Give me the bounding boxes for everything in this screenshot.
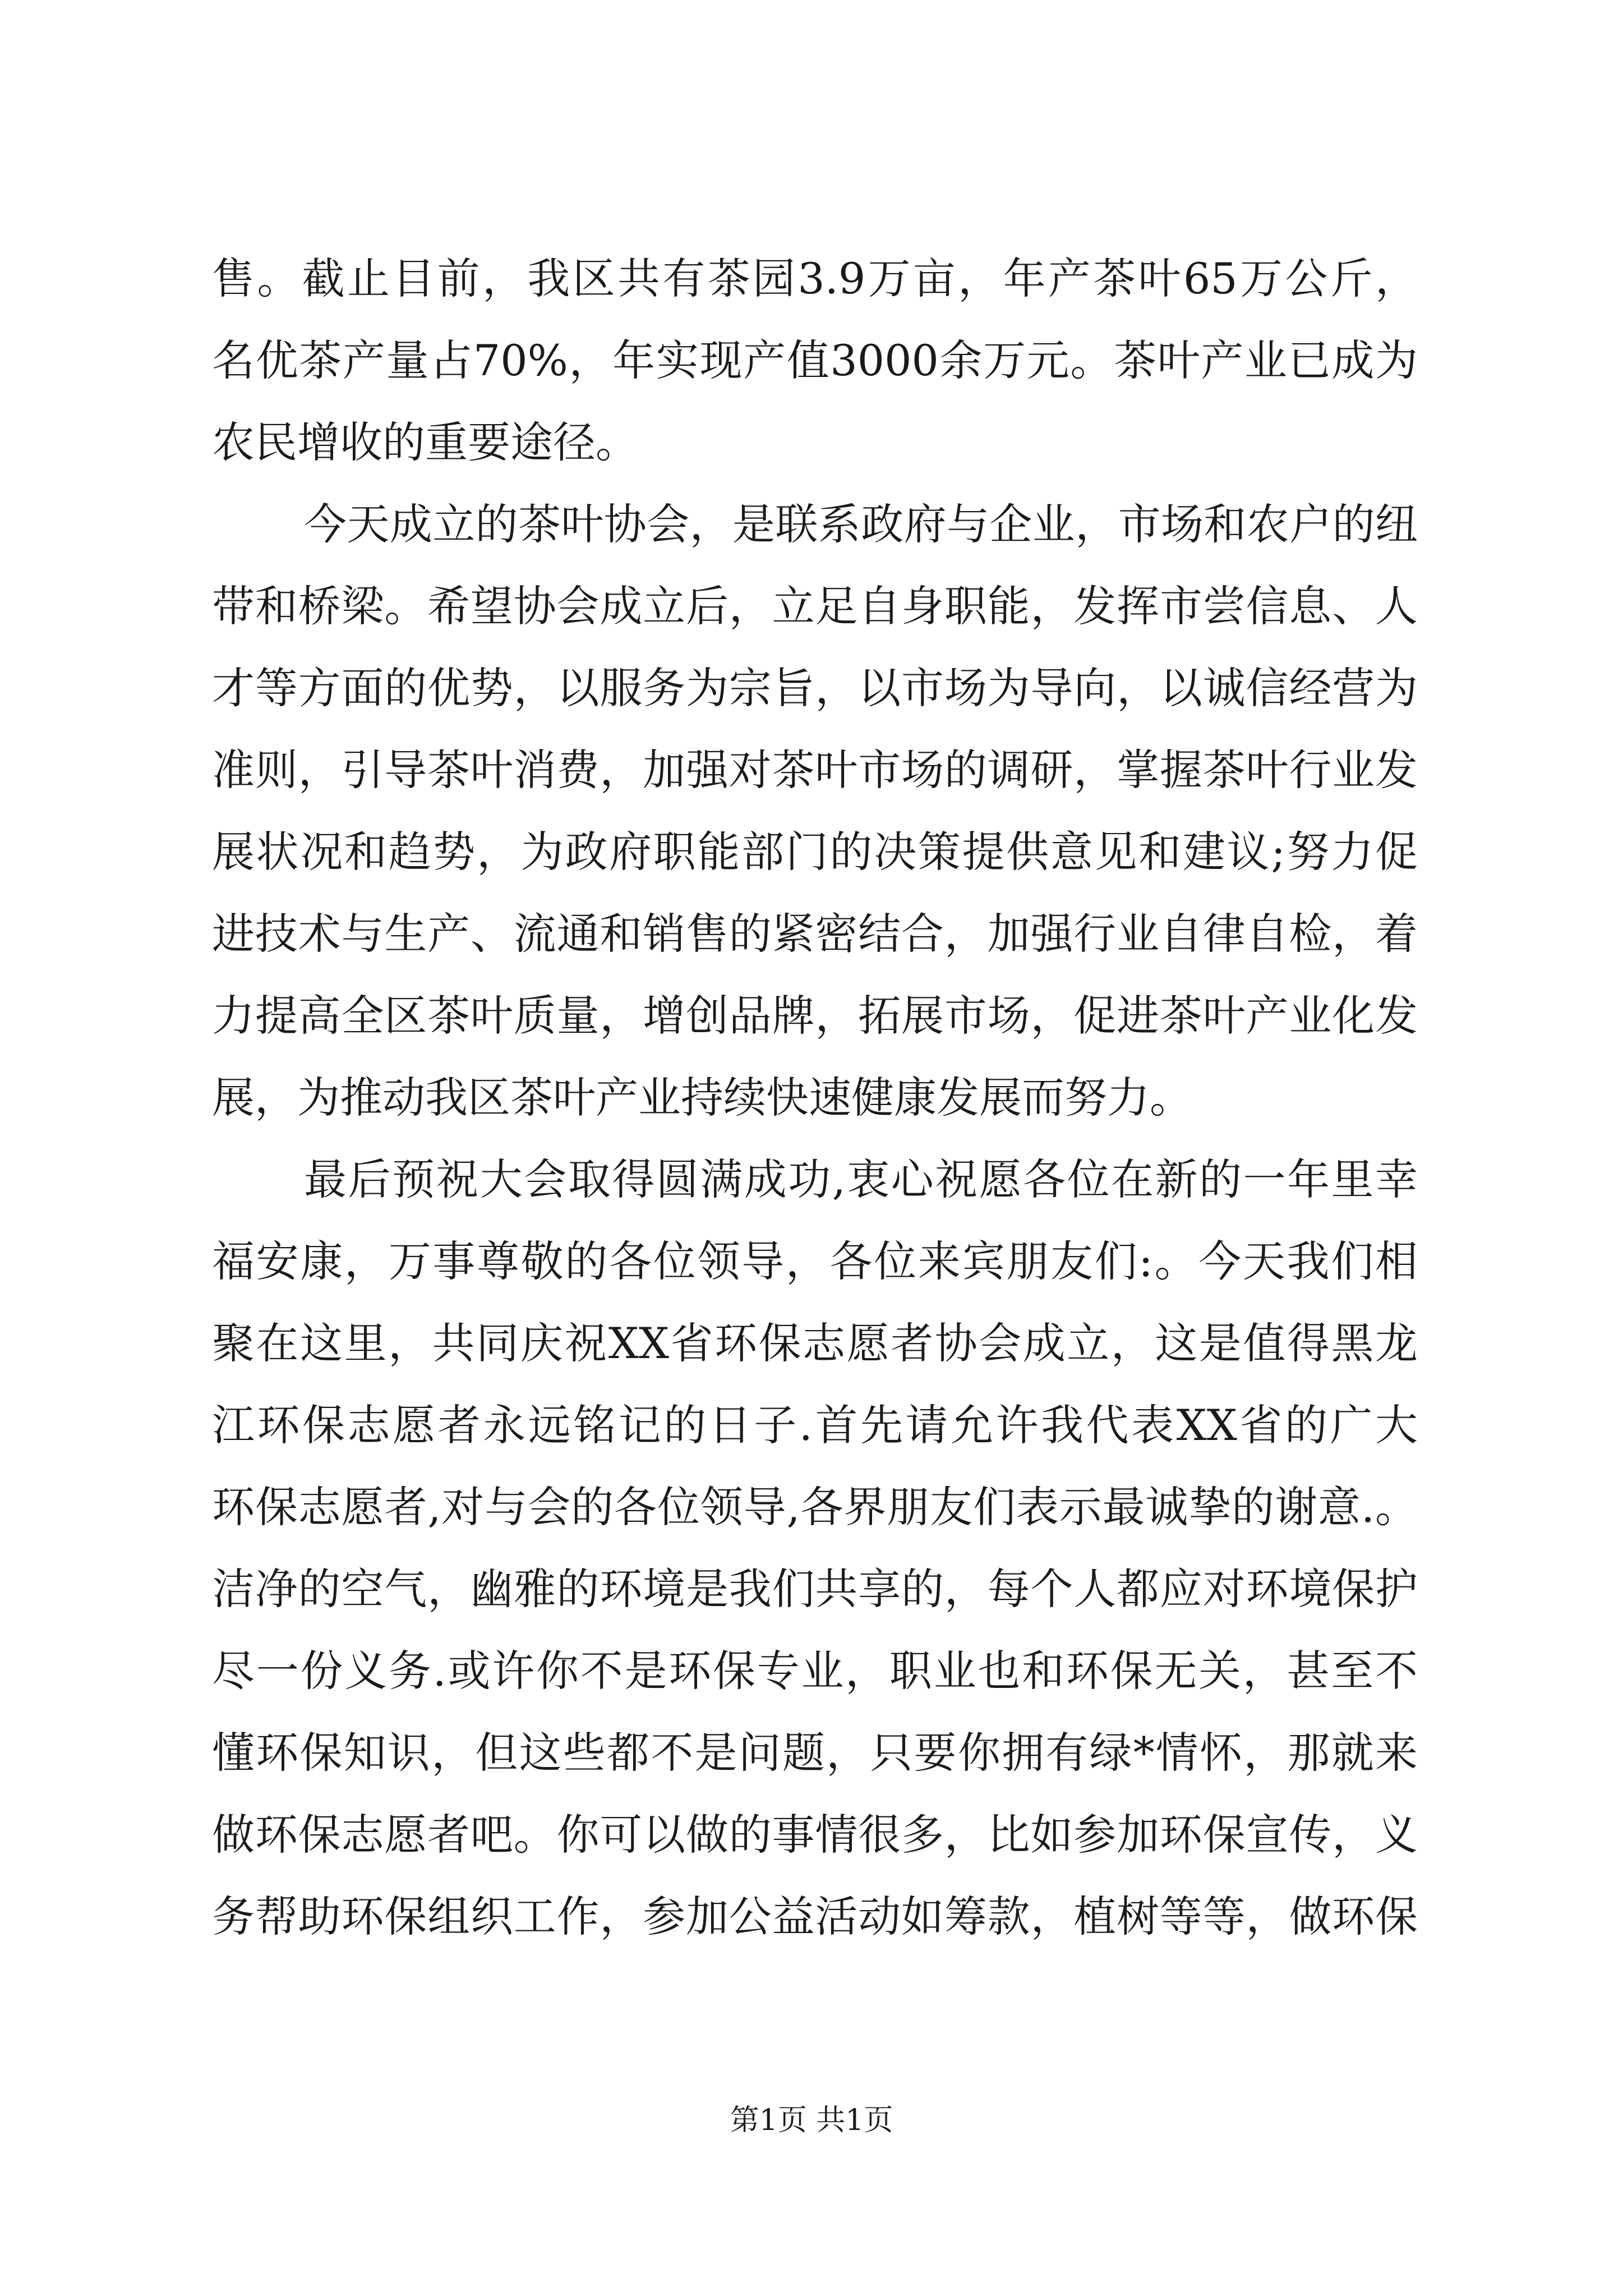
page-footer (0, 2098, 1623, 2143)
text-line-10: 力提高全区茶叶质量，增创品牌，拓展市场，促进茶叶产业化发 (212, 991, 1418, 1041)
text-line-14: 聚在这里，共同庆祝XX省环保志愿者协会成立，这是值得黑龙 (212, 1318, 1418, 1368)
text-line-6: 才等方面的优势，以服务为宗旨，以市场为导向，以诚信经营为 (212, 663, 1418, 713)
text-line-13: 福安康，万事尊敬的各位领导，各位来宾朋友们:。今天我们相 (212, 1236, 1418, 1286)
text-line-4: 今天成立的茶叶协会，是联系政府与企业，市场和农户的纽 (304, 499, 1418, 549)
text-line-18: 尽一份义务.或许你不是环保专业，职业也和环保无关，甚至不 (212, 1646, 1418, 1696)
text-line-5: 带和桥梁。希望协会成立后，立足自身职能，发挥市尝信息、人 (212, 581, 1418, 631)
text-line-17: 洁净的空气，幽雅的环境是我们共享的，每个人都应对环境保护 (212, 1564, 1418, 1614)
text-line-2: 名优茶产量占70%，年实现产值3000余万元。茶叶产业已成为 (212, 335, 1418, 385)
text-line-11: 展，为推动我区茶叶产业持续快速健康发展而努力。 (212, 1073, 1192, 1122)
text-line-15: 江环保志愿者永远铭记的日子.首先请允许我代表XX省的广大 (212, 1400, 1418, 1450)
text-line-21: 务帮助环保组织工作，参加公益活动如筹款，植树等等，做环保 (212, 1892, 1418, 1941)
text-line-12: 最后预祝大会取得圆满成功,衷心祝愿各位在新的一年里幸 (304, 1154, 1418, 1204)
text-line-7: 准则，引导茶叶消费，加强对茶叶市场的调研，掌握茶叶行业发 (212, 745, 1418, 795)
text-line-16: 环保志愿者,对与会的各位领导,各界朋友们表示最诚挚的谢意.。 (212, 1482, 1418, 1532)
text-line-19: 懂环保知识，但这些都不是问题，只要你拥有绿*情怀，那就来 (212, 1728, 1418, 1778)
text-line-8: 展状况和趋势，为政府职能部门的决策提供意见和建议;努力促 (212, 827, 1418, 877)
document-body (212, 238, 1418, 1958)
text-line-1: 售。截止目前，我区共有茶园3.9万亩，年产茶叶65万公斤， (212, 254, 1418, 303)
text-line-3: 农民增收的重要途径。 (212, 417, 638, 467)
text-line-9: 进技术与生产、流通和销售的紧密结合，加强行业自律自检，着 (212, 909, 1418, 959)
text-line-20: 做环保志愿者吧。你可以做的事情很多，比如参加环保宣传，义 (212, 1810, 1418, 1860)
page-number-label: 第1页 共1页 (730, 2104, 893, 2137)
